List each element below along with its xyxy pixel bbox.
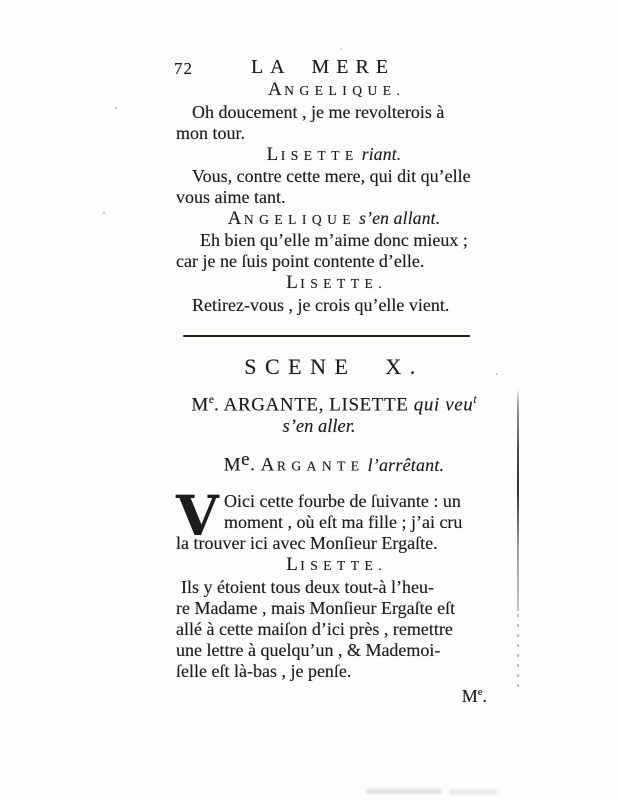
stage-direction: riant. — [361, 144, 402, 164]
dialogue-line: Vous, contre cette mere, qui dit qu’elle — [192, 166, 471, 186]
dialogue-line: Retirez-vous , je crois qu’elle vient. — [192, 295, 450, 315]
speaker-heading-lisette: LISETTE. — [286, 553, 382, 575]
speaker-heading-lisette: LISETTE. — [286, 272, 382, 293]
scan-artifact-speck — [340, 48, 342, 50]
dialogue-line: mon tour. — [176, 123, 246, 143]
text-column — [176, 56, 492, 707]
scan-artifact-speck — [115, 107, 117, 109]
dialogue-line: la trouver ici avec Monſieur Ergaſte. — [176, 532, 438, 553]
running-title: LA MERE — [250, 56, 396, 78]
scan-artifact-dotted-line — [517, 614, 519, 694]
dialogue-line: Oh doucement , je me revolterois à — [192, 102, 445, 122]
scene-cast-line-2: s’en aller. — [282, 417, 356, 438]
page-number: 72 — [174, 59, 193, 78]
scene-heading: SCENE X. — [244, 354, 424, 379]
stage-direction: qui veu — [413, 394, 474, 416]
scan-artifact-smudge — [449, 790, 497, 794]
dialogue-line: allé à cette maiſon d’ici près , remettre — [176, 618, 453, 639]
dialogue-line: Eh bien qu’elle m’aime donc mieux ; — [200, 230, 468, 250]
scene-divider-rule — [183, 335, 470, 337]
stage-direction: l’arrêtant. — [367, 454, 445, 475]
dialogue-line: ſelle eſt là-bas , je penſe. — [176, 660, 352, 681]
speaker-heading-lisette: LISETTE riant. — [266, 144, 402, 165]
scan-artifact-vertical-line — [517, 389, 519, 611]
dialogue-line: Ils y étoient tous deux tout-à l’heu- — [181, 576, 434, 597]
dialogue-line: moment , où eſt ma fille ; j’ai cru — [224, 511, 463, 532]
stage-direction: s’en allant. — [359, 208, 441, 228]
drop-cap: V — [176, 482, 219, 548]
dialogue-line: Oici cette fourbe de ſuivante : un — [224, 490, 461, 511]
speaker-heading-angelique: ANGELIQUE. — [268, 79, 400, 100]
dialogue-line: vous aime tant. — [176, 187, 286, 207]
scene-cast-line: Me. ARGANTE, LISETTE qui veu$^t$ — [191, 394, 477, 416]
scan-artifact-speck — [496, 373, 498, 375]
dialogue-line: re Madame , mais Monſieur Ergaſte eſt — [176, 597, 456, 618]
dialogue-line: car je ne ſuis point contente d’elle. — [176, 251, 425, 271]
speaker-heading-angelique: ANGELIQUE s’en allant. — [227, 208, 441, 229]
dialogue-line: une lettre à quelqu’un , & Mademoi- — [176, 639, 441, 660]
speech-paragraph — [176, 482, 492, 554]
page-header — [176, 56, 492, 79]
scan-artifact-speck — [103, 212, 105, 214]
scan-artifact-smudge — [366, 789, 442, 794]
speaker-heading-argante: Me. ARGANTE l’arrêtant. — [223, 449, 445, 476]
catchword: Me. — [461, 685, 487, 706]
